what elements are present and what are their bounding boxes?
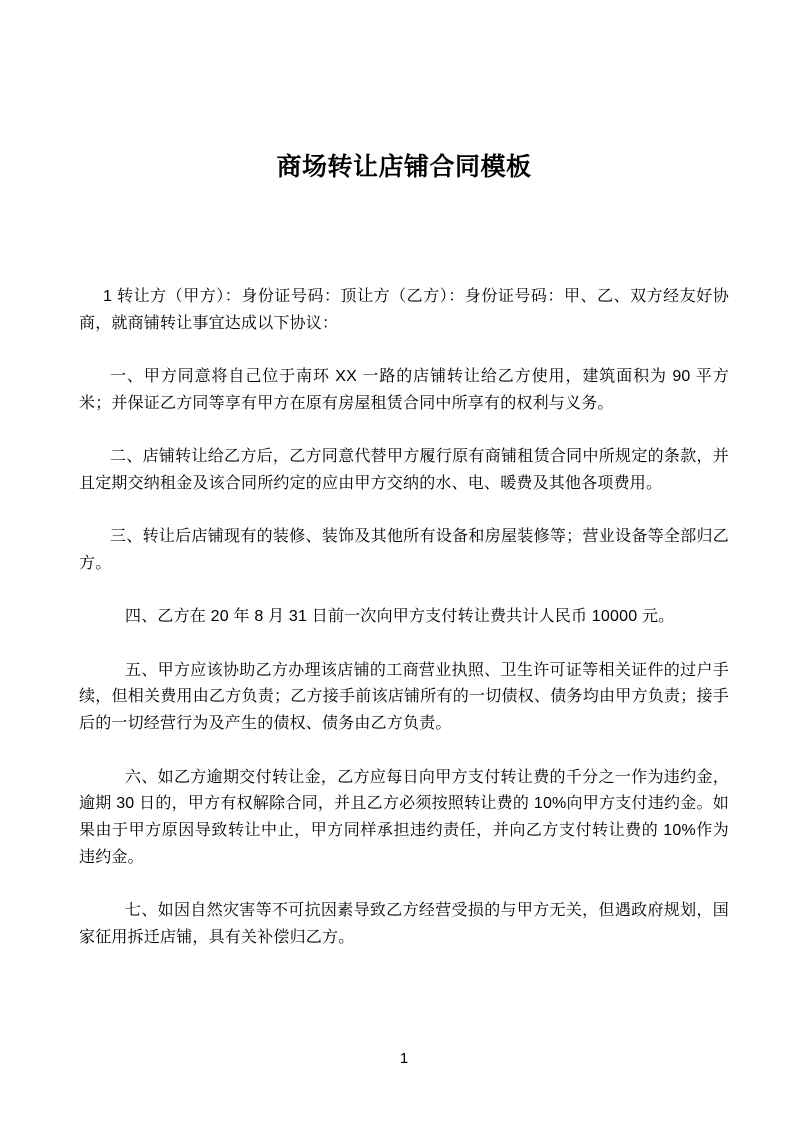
contract-clause-1: 一、甲方同意将自己位于南环 XX 一路的店铺转让给乙方使用，建筑面积为 90 平方米；并保证乙方同等享有甲方在原有房屋租赁合同中所享有的权利与义务。: [79, 368, 729, 412]
contract-clause-4: 四、乙方在 20 年 8 月 31 日前一次向甲方支付转让费共计人民币 10000 元。: [125, 608, 675, 626]
contract-clause-5: 五、甲方应该协助乙方办理该店铺的工商营业执照、卫生许可证等相关证件的过户手续，但相关费用由乙方负责；乙方接手前该店铺所有的一切债权、债务均由甲方负责；接手后的一切经营行为及产生的债权、债务由乙方负责。: [79, 661, 729, 733]
contract-clause-6: 六、如乙方逾期交付转让金，乙方应每日向甲方支付转让费的千分之一作为违约金，逾期 30 日的，甲方有权解除合同，并且乙方必须按照转让费的 10%向甲方支付违约金。如果由于甲方原因导致转让中止，甲方同样承担违约责任，并向乙方支付转让费的 10%作为违约金。: [79, 768, 729, 866]
contract-paragraph-parties: 1 转让方（甲方）：身份证号码：顶让方（乙方）：身份证号码：甲、乙、双方经友好协商，就商铺转让事宜达成以下协议：: [79, 288, 729, 332]
contract-body: [79, 284, 729, 978]
page-footer: [79, 1049, 729, 1069]
contract-clause-2: 二、店铺转让给乙方后，乙方同意代替甲方履行原有商铺租赁合同中所规定的条款，并且定期交纳租金及该合同所约定的应由甲方交纳的水、电、暖费及其他各项费用。: [79, 448, 729, 492]
document-title: 商场转让店铺合同模板: [276, 152, 532, 181]
contract-clause-3: 三、转让后店铺现有的装修、装饰及其他所有设备和房屋装修等；营业设备等全部归乙方。: [79, 528, 729, 572]
page-number: 1: [399, 1050, 409, 1067]
contract-clause-7: 七、如因自然灾害等不可抗因素导致乙方经营受损的与甲方无关，但遇政府规划，国家征用拆迁店铺，具有关补偿归乙方。: [79, 902, 729, 946]
